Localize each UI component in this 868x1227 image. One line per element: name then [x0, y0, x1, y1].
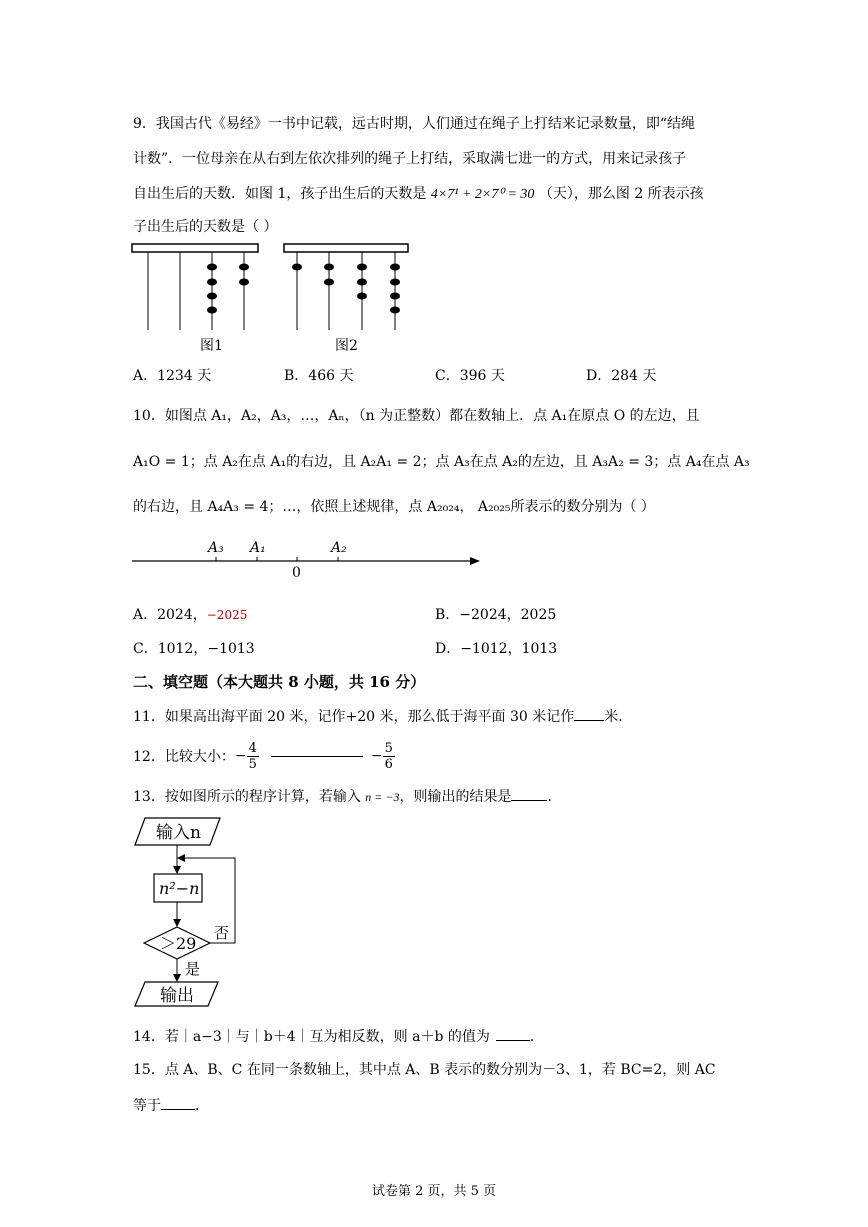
- q9-option-c: C．396 天: [435, 368, 505, 384]
- arrow-left-icon: [177, 854, 185, 862]
- q13-mid: ，则输出的结果是: [399, 789, 512, 805]
- label-zero: 0: [292, 565, 301, 581]
- flow-no: 否: [214, 924, 230, 942]
- fraction-2-den: 6: [384, 756, 393, 772]
- q10-option-b: B．−2024，2025: [435, 607, 557, 623]
- arrow-down-icon: [173, 866, 181, 874]
- q9-line3-post: （天），那么图 2 所表示孩: [538, 186, 704, 202]
- q11: [133, 706, 632, 726]
- q9-option-b: B．466 天: [284, 368, 354, 384]
- arrow-right-icon: [470, 557, 480, 565]
- q13-cond: n = −3: [365, 790, 400, 804]
- label-a2: A₂: [331, 540, 347, 556]
- label-a1: A₁: [250, 540, 266, 556]
- q10-option-a-red: −2025: [206, 608, 248, 622]
- fig1-label: 图1: [200, 338, 223, 354]
- page-footer: 试卷第 2 页，共 5 页: [371, 1184, 497, 1199]
- q12-minus-1: −: [234, 748, 247, 764]
- q11-blank[interactable]: [574, 720, 604, 721]
- q12-blank[interactable]: [271, 756, 363, 757]
- q14-blank[interactable]: [496, 1040, 530, 1041]
- q10-line3: 的右边，且 A₄A₃ = 4；…，依照上述规律，点 A₂₀₂₄， A₂₀₂₅所表示的数分别为（ ）: [133, 499, 655, 515]
- q9-line3-pre: 自出生后的天数．如图 1，孩子出生后的天数是: [133, 186, 427, 202]
- q14-pre: 14．若｜a−3｜与｜b＋4｜互为相反数，则 a＋b 的值为: [133, 1029, 490, 1045]
- fraction-2-num: 5: [384, 740, 393, 756]
- q9-line2: 计数”．一位母亲在从右到左依次排列的绳子上打结，采取满七进一的方式，用来记录孩子: [133, 151, 687, 167]
- flow-output: 输出: [160, 986, 194, 1006]
- fraction-1-num: 4: [248, 740, 257, 756]
- flowchart: [130, 812, 260, 1012]
- q12-pre: 12．比较大小：: [133, 749, 235, 765]
- q9-line4: 子出生后的天数是（ ）: [133, 219, 278, 235]
- q9-option-a: A．1234 天: [133, 368, 212, 384]
- fraction-2: [383, 741, 395, 772]
- figure-2: [284, 244, 408, 330]
- q13: [133, 786, 561, 806]
- q13-blank[interactable]: [511, 800, 547, 801]
- arrow-down-icon: [173, 919, 181, 927]
- q12: [133, 735, 395, 777]
- q9-line3: [133, 183, 704, 203]
- q11-post: 米．: [604, 709, 633, 725]
- q13-pre: 13．按如图所示的程序计算，若输入: [133, 789, 361, 805]
- q13-post: ．: [547, 789, 562, 805]
- figure-1: [132, 244, 258, 330]
- q14-post: ．: [529, 1029, 544, 1045]
- fig2-label: 图2: [335, 338, 358, 354]
- q15-line2-post: ．: [195, 1098, 209, 1114]
- flow-cmp: ＞29: [160, 934, 197, 953]
- q10-option-a: [133, 604, 247, 624]
- fraction-1-den: 5: [248, 756, 257, 772]
- number-line: [130, 535, 485, 585]
- q10-option-c: C．1012，−1013: [133, 641, 255, 657]
- q11-pre: 11．如果高出海平面 20 米，记作+20 米，那么低于海平面 30 米记作: [133, 709, 575, 725]
- flow-op: n²−n: [159, 879, 200, 898]
- q12-minus-2: −: [370, 748, 383, 764]
- q10-line2: A₁O = 1；点 A₂在点 A₁的右边，且 A₂A₁ = 2；点 A₃在点 A₂的左边，且 A₃A₂ = 3；点 A₄在点 A₃: [133, 454, 750, 470]
- q15-line1: 15．点 A、B、C 在同一条数轴上，其中点 A、B 表示的数分别为－3、1，若 BC=2，则 AC: [133, 1062, 716, 1078]
- knot-figures: [130, 240, 415, 358]
- q15-blank[interactable]: [161, 1109, 195, 1110]
- q9-option-d: D．284 天: [586, 368, 657, 384]
- arrow-down-icon: [173, 974, 181, 982]
- q9-formula: 4×7¹ + 2×7⁰ = 30: [430, 187, 535, 202]
- q15-line2-pre: 等于: [133, 1098, 161, 1114]
- q15-line2: [133, 1095, 209, 1115]
- section-2-heading: 二、填空题（本大题共 8 小题，共 16 分）: [133, 673, 426, 691]
- q10-line1: 10．如图点 A₁，A₂，A₃，…，Aₙ，（n 为正整数）都在数轴上．点 A₁在原点 O 的左边，且: [133, 408, 700, 424]
- q10-option-a-pre: A．2024，: [133, 607, 207, 623]
- fraction-1: [247, 741, 259, 772]
- flow-yes: 是: [185, 960, 201, 978]
- label-a3: A₃: [208, 540, 224, 556]
- q14: [133, 1026, 544, 1046]
- q10-option-d: D．−1012，1013: [435, 641, 558, 657]
- q9-line1: 9．我国古代《易经》一书中记载，远古时期，人们通过在绳子上打结来记录数量，即“结绳: [133, 116, 696, 132]
- flow-input: 输入n: [156, 823, 201, 843]
